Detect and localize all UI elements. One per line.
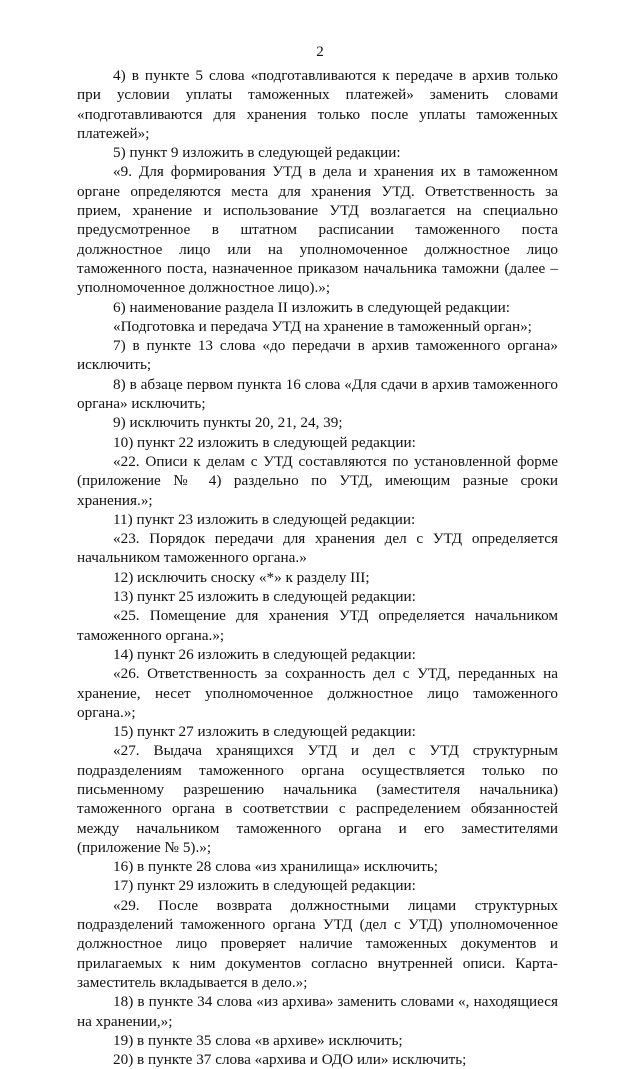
paragraph: 4) в пункте 5 слова «подготавливаются к передаче в архив только при условии уплаты таможенных платежей» заменить словами «подготавливаются для хранения только после уплаты таможенных платежей»; [77,67,558,142]
paragraph: «23. Порядок передачи для хранения дел с УТД определяется начальником таможенного органа.» [77,530,558,567]
paragraph: «Подготовка и передача УТД на хранение в таможенный орган»; [113,317,532,335]
paragraph: 8) в абзаце первом пункта 16 слова «Для сдачи в архив таможенного органа» исключить; [77,375,558,413]
paragraph: «25. Помещение для хранения УТД определяется начальником таможенного органа.»; [77,607,558,644]
paragraph: 12) исключить сноску «*» к разделу III; [113,568,370,586]
paragraph: 9) исключить пункты 20, 21, 24, 39; [113,414,343,432]
paragraph: 15) пункт 27 изложить в следующей редакции: [113,723,416,741]
paragraph: 17) пункт 29 изложить в следующей редакции: [113,877,416,895]
paragraph: 14) пункт 26 изложить в следующей редакции: [113,645,416,663]
paragraph: «26. Ответственность за сохранность дел с УТД, переданных на хранение, несет уполномоченное должностное лицо таможенного органа.»; [77,665,558,721]
page-number: 2 [316,44,324,60]
paragraph: 10) пункт 22 изложить в следующей редакции: [113,433,416,451]
paragraph: «22. Описи к делам с УТД составляются по установленной форме (приложение № 4) раздельно по УТД, имеющим разные сроки хранения.»; [77,452,558,509]
paragraph: 5) пункт 9 изложить в следующей редакции: [113,144,401,162]
paragraph: «27. Выдача хранящихся УТД и дел с УТД структурным подразделениям таможенного органа осуществляется только по письменному разрешению начальника (заместителя начальника) таможенного органа в соответствии с распределением обязанностей между начальником таможенного органа и его заместителями (приложение № 5).»; [77,742,558,856]
paragraph: 19) в пункте 35 слова «в архиве» исключить; [113,1031,403,1049]
paragraph: 18) в пункте 34 слова «из архива» заменить словами «, находящиеся на хранении,»; [77,993,558,1030]
paragraph: 13) пункт 25 изложить в следующей редакции: [113,588,416,606]
paragraph: «9. Для формирования УТД в дела и хранения их в таможенном органе определяются места для хранения УТД. Ответственность за прием, хранение и использование УТД возлагается на специально предусмотренное в штатном расписании таможенного поста должностное лицо или на уполномоченное должностное лицо таможенного поста, назначенное приказом начальника таможни (далее – уполномоченное должностное лицо).»; [77,163,558,297]
paragraph: 16) в пункте 28 слова «из хранилища» исключить; [113,858,438,876]
document-body [77,66,558,1069]
paragraph: 11) пункт 23 изложить в следующей редакции: [113,510,416,528]
paragraph: «29. После возврата должностными лицами структурных подразделений таможенного органа УТД (дел с УТД) уполномоченное должностное лицо проверяет наличие таможенных документов и прилагаемых к ним документов согласно внутренней описи. Карта-заместитель вкладывается в дело.»; [77,896,558,991]
paragraph: 6) наименование раздела II изложить в следующей редакции: [113,298,510,316]
paragraph: 20) в пункте 37 слова «архива и ОДО или» исключить; [113,1051,467,1069]
paragraph: 7) в пункте 13 слова «до передачи в архив таможенного органа» исключить; [77,337,558,374]
